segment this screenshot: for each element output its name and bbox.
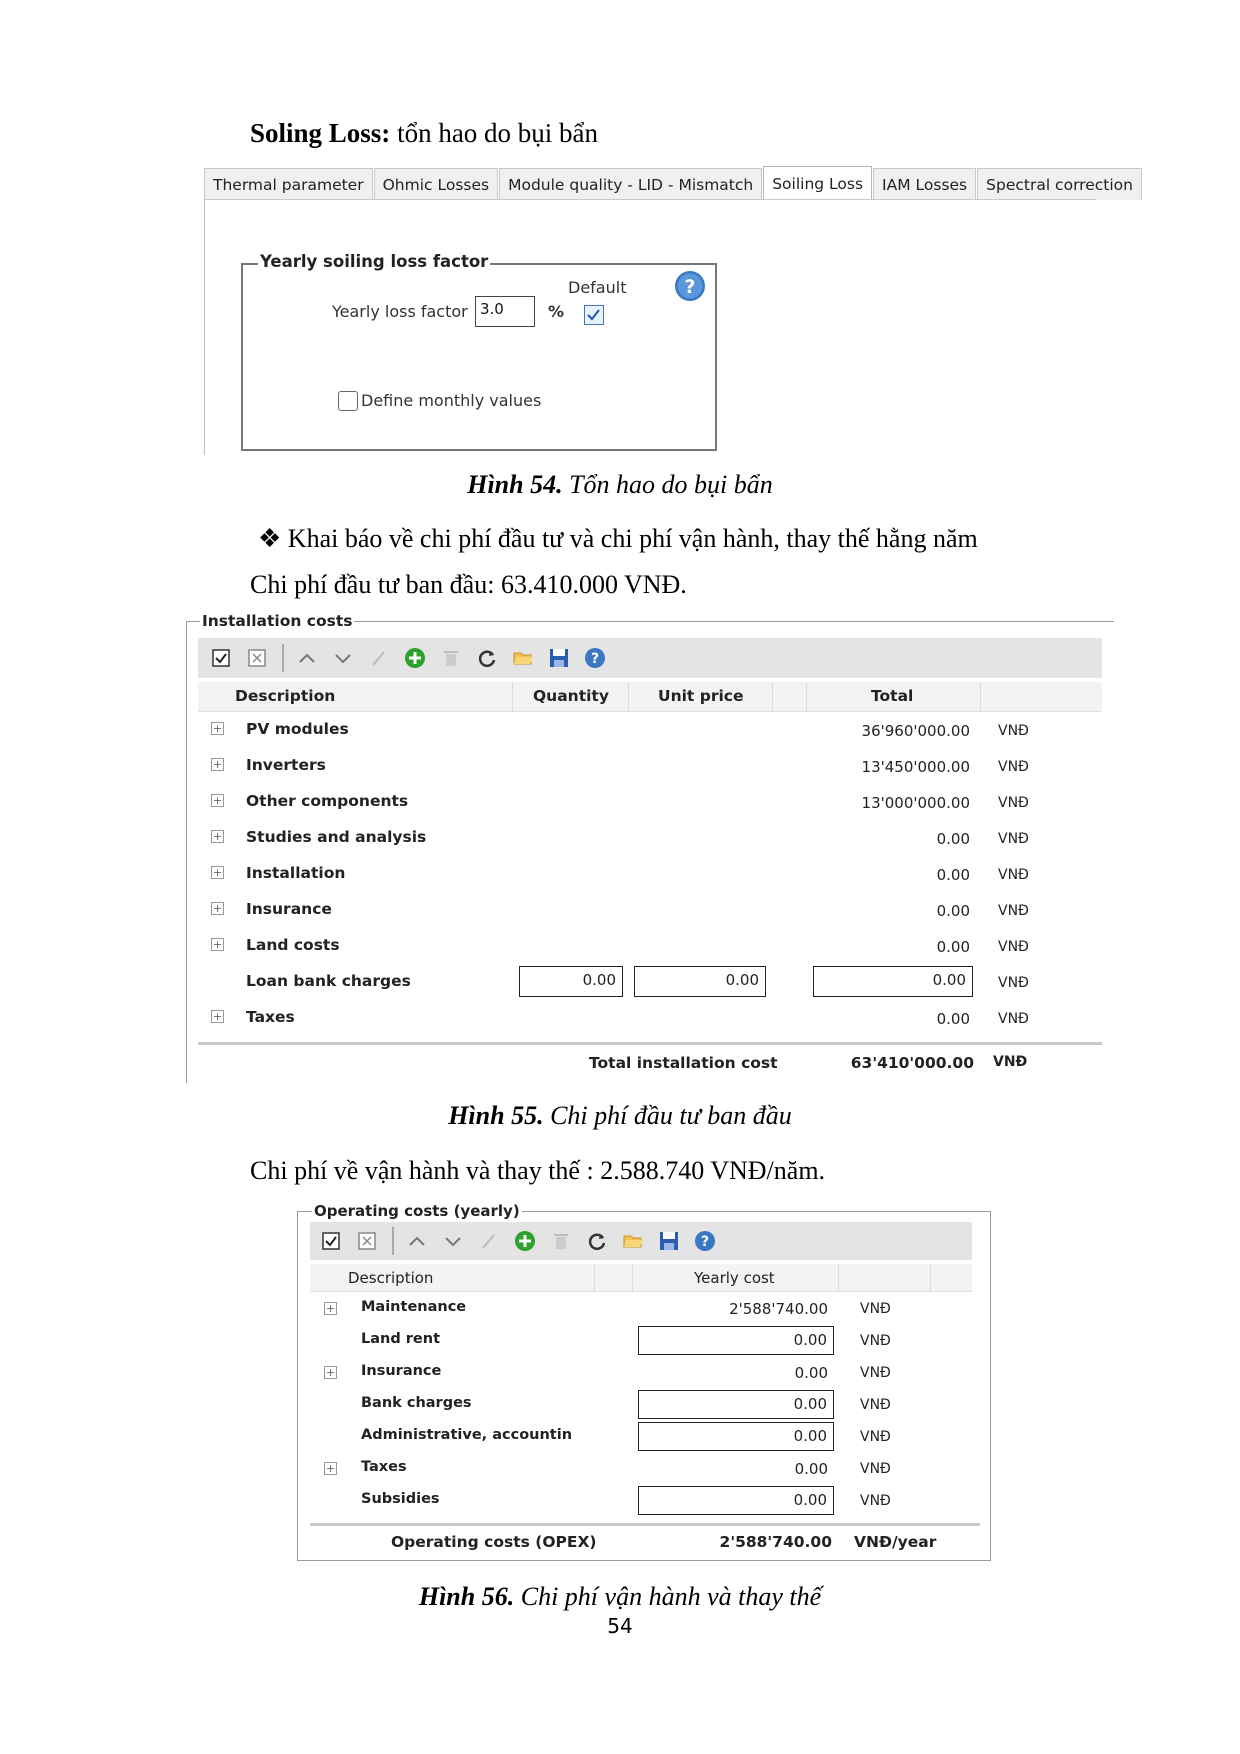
col-quantity: Quantity bbox=[533, 687, 609, 705]
row-unit: VNĐ bbox=[998, 867, 1029, 883]
expand-icon[interactable]: + bbox=[325, 1302, 336, 1315]
table-row-label: Inverters bbox=[246, 756, 326, 774]
table-row-label: Land rent bbox=[361, 1331, 441, 1347]
col-description: Description bbox=[235, 687, 336, 705]
yearly-loss-input[interactable]: 3.0 bbox=[475, 296, 535, 327]
tab-ohmic-losses[interactable]: Ohmic Losses bbox=[374, 168, 499, 200]
row-total: 0.00 bbox=[936, 830, 970, 848]
save-icon[interactable] bbox=[548, 647, 570, 669]
row-value: 2'588'740.00 bbox=[729, 1300, 828, 1318]
row-value: 0.00 bbox=[794, 1460, 828, 1478]
edit-icon[interactable] bbox=[368, 647, 390, 669]
edit-icon[interactable] bbox=[478, 1230, 500, 1252]
subsidies-input[interactable]: 0.00 bbox=[638, 1486, 834, 1515]
loss-tabs bbox=[204, 166, 1133, 200]
operating-frame-right bbox=[990, 1211, 991, 1561]
open-folder-icon[interactable] bbox=[622, 1230, 644, 1252]
caption-figure-56: Hình 56. Chi phí vận hành và thay thế bbox=[418, 1582, 822, 1611]
delete-icon[interactable] bbox=[440, 647, 462, 669]
uncheck-all-icon[interactable] bbox=[356, 1230, 378, 1252]
add-icon[interactable] bbox=[514, 1230, 536, 1252]
table-row-label: Taxes bbox=[361, 1459, 407, 1475]
expand-icon[interactable]: + bbox=[325, 1366, 336, 1379]
row-total: 0.00 bbox=[936, 1010, 970, 1028]
svg-text:?: ? bbox=[684, 276, 696, 298]
save-icon[interactable] bbox=[658, 1230, 680, 1252]
row-unit: VNĐ bbox=[998, 939, 1029, 955]
expand-icon[interactable]: + bbox=[212, 902, 223, 915]
tab-thermal-parameter[interactable]: Thermal parameter bbox=[204, 168, 373, 200]
table-row-label: Maintenance bbox=[361, 1299, 467, 1315]
land-rent-input[interactable]: 0.00 bbox=[638, 1326, 834, 1355]
opex-total-label: Operating costs (OPEX) bbox=[391, 1533, 597, 1551]
row-unit: VNĐ bbox=[860, 1301, 891, 1317]
monthly-values-label: Define monthly values bbox=[361, 391, 542, 410]
delete-icon[interactable] bbox=[550, 1230, 572, 1252]
row-unit: VNĐ bbox=[998, 723, 1029, 739]
total-installation-unit: VNĐ bbox=[993, 1054, 1028, 1070]
capex-text: Chi phí đầu tư ban đầu: 63.410.000 VNĐ. bbox=[250, 570, 687, 599]
group-title: Yearly soiling loss factor bbox=[260, 252, 489, 271]
table-footer-divider bbox=[310, 1523, 980, 1526]
loan-quantity-input[interactable]: 0.00 bbox=[519, 966, 623, 997]
help-icon[interactable] bbox=[694, 1230, 716, 1252]
table-row-label: Land costs bbox=[246, 936, 340, 954]
check-mark-icon bbox=[585, 306, 602, 323]
caption-figure-55: Hình 55. Chi phí đầu tư ban đầu bbox=[448, 1101, 792, 1130]
row-unit: VNĐ bbox=[998, 903, 1029, 919]
administrative-input[interactable]: 0.00 bbox=[638, 1422, 834, 1451]
col-unit-price: Unit price bbox=[658, 687, 744, 705]
col-divider bbox=[806, 682, 807, 712]
check-all-icon[interactable] bbox=[210, 647, 232, 669]
table-row-label: Other components bbox=[246, 792, 409, 810]
row-value: 0.00 bbox=[794, 1364, 828, 1382]
expand-icon[interactable]: + bbox=[212, 830, 223, 843]
uncheck-all-icon[interactable] bbox=[246, 647, 268, 669]
move-up-icon[interactable] bbox=[296, 647, 318, 669]
move-down-icon[interactable] bbox=[332, 647, 354, 669]
table-row-label: Insurance bbox=[361, 1363, 442, 1379]
col-divider bbox=[632, 1264, 633, 1292]
svg-text:?: ? bbox=[700, 1234, 710, 1250]
expand-icon[interactable]: + bbox=[212, 794, 223, 807]
loan-unit-price-input[interactable]: 0.00 bbox=[634, 966, 766, 997]
toolbar-separator bbox=[282, 644, 284, 672]
table-row-label: Loan bank charges bbox=[246, 972, 411, 990]
col-divider bbox=[512, 682, 513, 712]
col-divider bbox=[772, 682, 773, 712]
tab-divider bbox=[204, 199, 1096, 200]
move-down-icon[interactable] bbox=[442, 1230, 464, 1252]
page-number: 54 bbox=[607, 1614, 633, 1638]
total-installation-value: 63'410'000.00 bbox=[850, 1054, 974, 1072]
opex-total-value: 2'588'740.00 bbox=[719, 1533, 832, 1551]
table-row-label: Studies and analysis bbox=[246, 828, 427, 846]
caption-figure-54: Hình 54. Tổn hao do bụi bẩn bbox=[467, 470, 773, 499]
table-row-label: Installation bbox=[246, 864, 346, 882]
expand-icon[interactable]: + bbox=[325, 1462, 336, 1475]
row-unit: VNĐ bbox=[860, 1333, 891, 1349]
operating-frame-bottom bbox=[297, 1560, 991, 1561]
row-unit: VNĐ bbox=[998, 795, 1029, 811]
row-total: 0.00 bbox=[936, 902, 970, 920]
add-icon[interactable] bbox=[404, 647, 426, 669]
move-up-icon[interactable] bbox=[406, 1230, 428, 1252]
col-yearly-cost: Yearly cost bbox=[694, 1269, 775, 1287]
col-divider bbox=[594, 1264, 595, 1292]
tab-soiling-loss[interactable]: Soiling Loss bbox=[763, 166, 872, 200]
table-row-label: Subsidies bbox=[361, 1491, 440, 1507]
row-unit: VNĐ bbox=[860, 1365, 891, 1381]
operating-title: Operating costs (yearly) bbox=[314, 1202, 520, 1220]
toolbar-separator bbox=[392, 1227, 394, 1255]
yearly-loss-label: Yearly loss factor bbox=[332, 302, 468, 321]
loan-total-input[interactable]: 0.00 bbox=[813, 966, 973, 997]
table-row-label: Taxes bbox=[246, 1008, 295, 1026]
svg-text:?: ? bbox=[590, 651, 600, 667]
installation-toolbar bbox=[198, 638, 1102, 678]
row-unit: VNĐ bbox=[998, 759, 1029, 775]
row-total: 13'450'000.00 bbox=[861, 758, 970, 776]
row-total: 36'960'000.00 bbox=[861, 722, 970, 740]
table-row-label: Bank charges bbox=[361, 1395, 472, 1411]
row-unit: VNĐ bbox=[998, 831, 1029, 847]
col-divider bbox=[930, 1264, 931, 1292]
table-row-label: Administrative, accountin bbox=[361, 1427, 573, 1443]
refresh-icon[interactable] bbox=[476, 647, 498, 669]
row-unit: VNĐ bbox=[998, 975, 1029, 991]
open-folder-icon[interactable] bbox=[512, 647, 534, 669]
operating-frame-left bbox=[297, 1211, 298, 1561]
row-unit: VNĐ bbox=[998, 1011, 1029, 1027]
installation-title: Installation costs bbox=[202, 612, 353, 630]
row-unit: VNĐ bbox=[860, 1397, 891, 1413]
opex-text: Chi phí về vận hành và thay thế : 2.588.740 VNĐ/năm. bbox=[250, 1156, 826, 1185]
default-label: Default bbox=[568, 278, 627, 297]
row-total: 13'000'000.00 bbox=[861, 794, 970, 812]
row-total: 0.00 bbox=[936, 938, 970, 956]
expand-icon[interactable]: + bbox=[212, 722, 223, 735]
table-row-label: PV modules bbox=[246, 720, 349, 738]
help-icon[interactable] bbox=[674, 270, 706, 302]
soiling-heading: Soling Loss: tổn hao do bụi bẩn bbox=[250, 118, 599, 148]
installation-frame-left bbox=[186, 621, 187, 1083]
help-icon[interactable] bbox=[584, 647, 606, 669]
expand-icon[interactable]: + bbox=[212, 938, 223, 951]
expand-icon[interactable]: + bbox=[212, 866, 223, 879]
soiling-groupbox bbox=[241, 263, 717, 451]
monthly-values-checkbox[interactable] bbox=[338, 391, 358, 411]
refresh-icon[interactable] bbox=[586, 1230, 608, 1252]
row-unit: VNĐ bbox=[860, 1461, 891, 1477]
percent-unit: % bbox=[548, 302, 565, 321]
tab-iam-losses[interactable]: IAM Losses bbox=[873, 168, 976, 200]
row-unit: VNĐ bbox=[860, 1429, 891, 1445]
table-row-label: Insurance bbox=[246, 900, 332, 918]
expand-icon[interactable]: + bbox=[212, 1010, 223, 1023]
col-divider bbox=[628, 682, 629, 712]
default-checkbox[interactable] bbox=[584, 305, 604, 325]
operating-toolbar bbox=[310, 1222, 972, 1260]
col-divider bbox=[980, 682, 981, 712]
col-total: Total bbox=[871, 687, 914, 705]
row-unit: VNĐ bbox=[860, 1493, 891, 1509]
check-all-icon[interactable] bbox=[320, 1230, 342, 1252]
col-description: Description bbox=[348, 1269, 434, 1287]
bank-charges-input[interactable]: 0.00 bbox=[638, 1390, 834, 1419]
tab-module-quality[interactable]: Module quality - LID - Mismatch bbox=[499, 168, 762, 200]
expand-icon[interactable]: + bbox=[212, 758, 223, 771]
row-total: 0.00 bbox=[936, 866, 970, 884]
opex-total-unit: VNĐ/year bbox=[854, 1533, 937, 1551]
table-footer-divider bbox=[198, 1042, 1102, 1045]
panel-border bbox=[204, 199, 205, 455]
bullet-text: ❖ Khai báo về chi phí đầu tư và chi phí vận hành, thay thế hằng năm bbox=[258, 524, 978, 553]
col-divider bbox=[838, 1264, 839, 1292]
total-installation-label: Total installation cost bbox=[589, 1054, 778, 1072]
tab-spectral-correction[interactable]: Spectral correction bbox=[977, 168, 1142, 200]
